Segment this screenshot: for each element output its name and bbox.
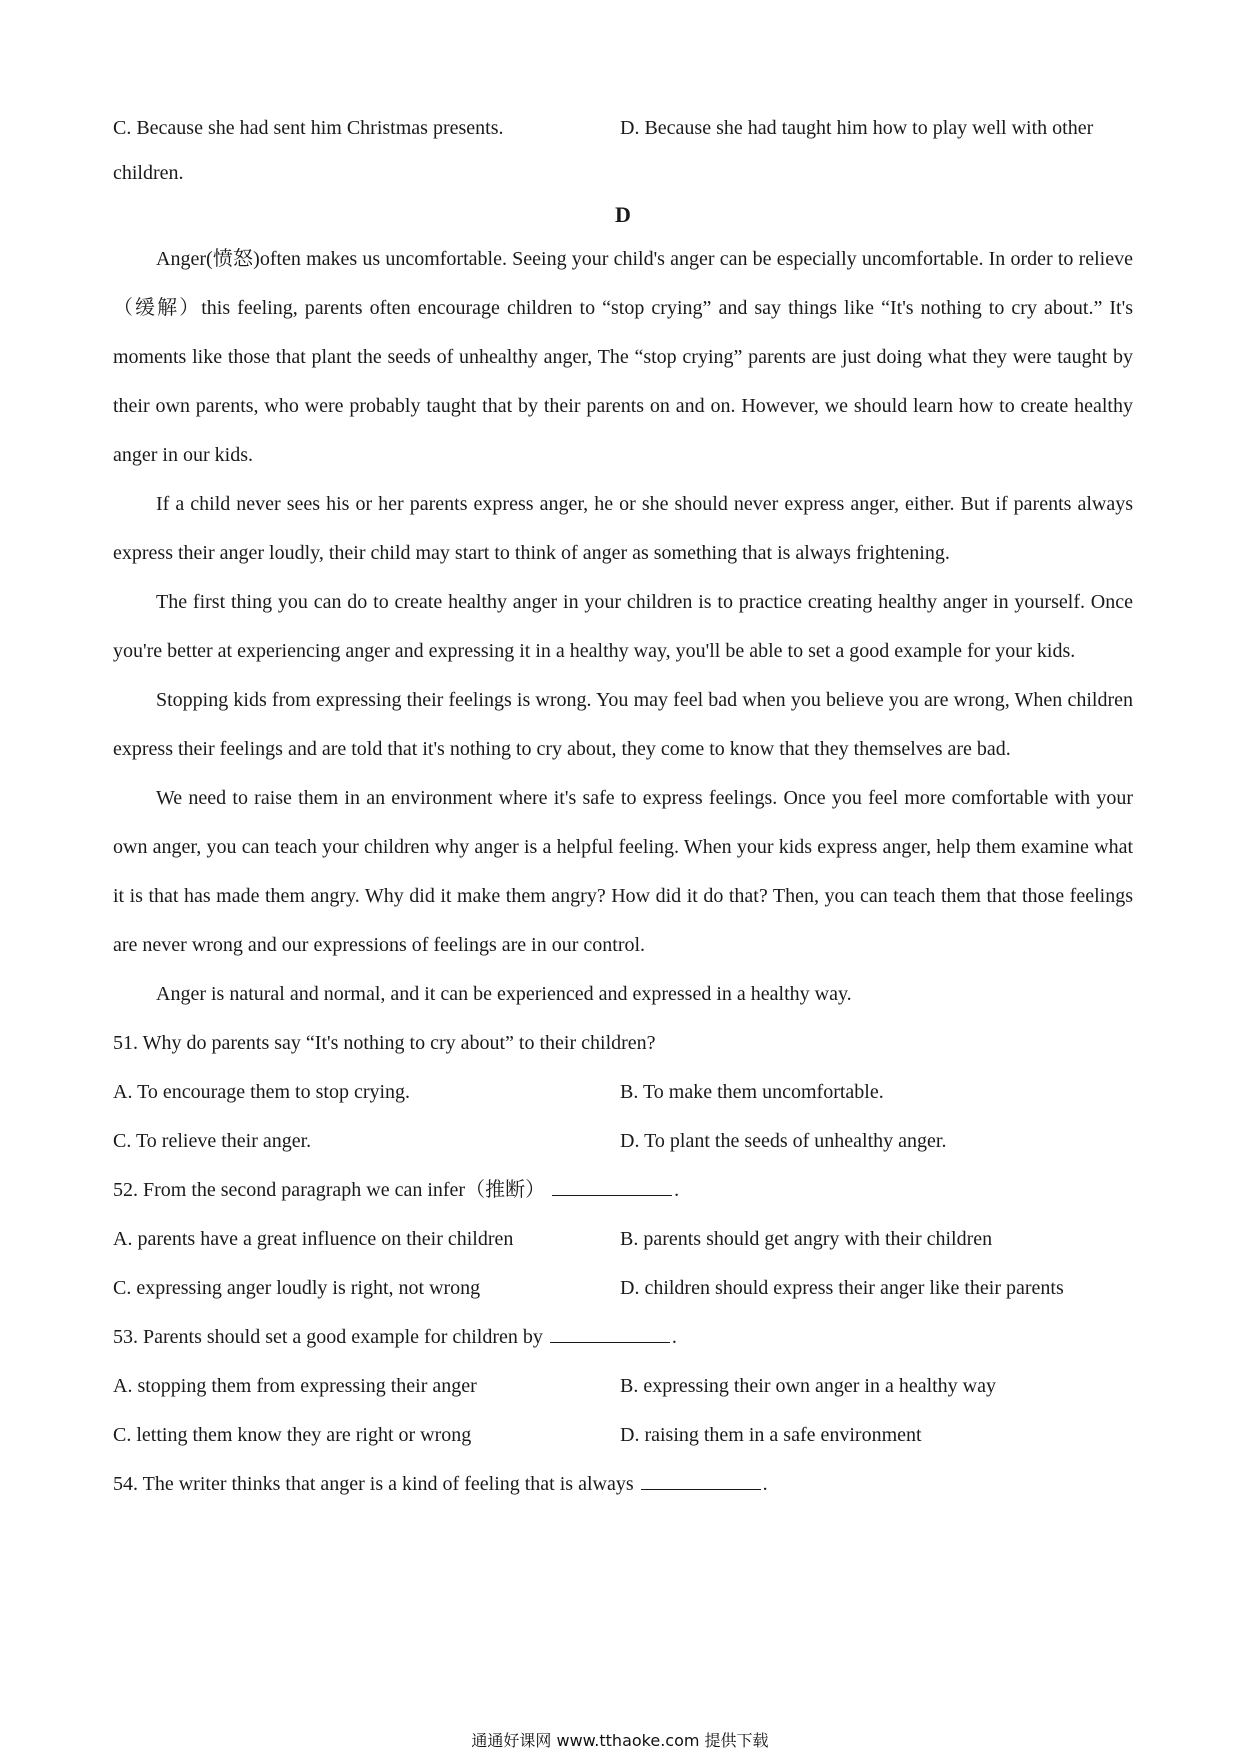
- option-a[interactable]: A. stopping them from expressing their anger: [113, 1375, 477, 1397]
- answer-blank[interactable]: [552, 1173, 672, 1196]
- question-stem-tail: .: [762, 1473, 768, 1495]
- paragraph-3: The first thing you can do to create healthy anger in your children is to practice creating healthy anger in yourself. Once you're better at experiencing anger and expressing it in a healthy way, you'll be able to set a good example for your kids.: [113, 591, 1133, 662]
- document-page: [113, 104, 1133, 1509]
- option-c[interactable]: C. To relieve their anger.: [113, 1130, 312, 1152]
- question-51-options-row-2: [113, 1117, 1133, 1166]
- option-b[interactable]: B. parents should get angry with their children: [620, 1228, 993, 1250]
- option-c: C. Because she had sent him Christmas presents.: [113, 117, 504, 139]
- question-51-options-row-1: [113, 1068, 1133, 1117]
- question-54-stem: [113, 1460, 1133, 1509]
- answer-blank[interactable]: [641, 1467, 761, 1490]
- option-d[interactable]: D. raising them in a safe environment: [620, 1424, 922, 1446]
- option-d-continuation: children.: [113, 162, 184, 184]
- option-c[interactable]: C. expressing anger loudly is right, not wrong: [113, 1277, 481, 1299]
- option-d[interactable]: D. To plant the seeds of unhealthy anger.: [620, 1130, 947, 1152]
- option-a[interactable]: A. To encourage them to stop crying.: [113, 1081, 411, 1103]
- question-stem-text: 54. The writer thinks that anger is a kind of feeling that is always: [113, 1473, 634, 1495]
- page-footer: 通通好课网 www.tthaoke.com 提供下载: [471, 1731, 769, 1750]
- question-51-stem: [113, 1019, 1133, 1068]
- option-a[interactable]: A. parents have a great influence on their children: [113, 1228, 514, 1250]
- question-52-stem: [113, 1166, 1133, 1215]
- question-53-options-row-1: [113, 1362, 1133, 1411]
- option-b[interactable]: B. To make them uncomfortable.: [620, 1081, 884, 1103]
- paragraph-4: Stopping kids from expressing their feelings is wrong. You may feel bad when you believe you are wrong, When children express their feelings and are told that it's nothing to cry about, they come to know that they themselves are bad.: [113, 689, 1133, 760]
- paragraph-2: If a child never sees his or her parents express anger, he or she should never express anger, either. But if parents always express their anger loudly, their child may start to think of anger as something that is always frightening.: [113, 493, 1133, 564]
- option-d[interactable]: D. children should express their anger like their parents: [620, 1277, 1064, 1299]
- question-53-options-row-2: [113, 1411, 1133, 1460]
- question-stem-text: 51. Why do parents say “It's nothing to cry about” to their children?: [113, 1032, 656, 1054]
- paragraph-5: We need to raise them in an environment where it's safe to express feelings. Once you feel more comfortable with your own anger, you can teach your children why anger is a helpful feeling. When your kids express anger, help them examine what it is that has made them angry. Why did it make them angry? How did it do that? Then, you can teach them that those feelings are never wrong and our expressions of feelings are in our control.: [113, 787, 1133, 956]
- paragraph-6: Anger is natural and normal, and it can be experienced and expressed in a healthy way.: [156, 983, 852, 1005]
- question-stem-tail: .: [671, 1326, 677, 1348]
- question-53-stem: [113, 1313, 1133, 1362]
- paragraph-1: Anger(愤怒)often makes us uncomfortable. Seeing your child's anger can be especially uncomfortable. In order to relieve（缓解）this feeling, parents often encourage children to “stop crying” and say things like “It's nothing to cry about.” It's moments like those that plant the seeds of unhealthy anger, The “stop crying” parents are just doing what they were taught by their own parents, who were probably taught that by their parents on and on. However, we should learn how to create healthy anger in our kids.: [113, 248, 1133, 466]
- question-stem-text: 53. Parents should set a good example for children by: [113, 1326, 543, 1348]
- option-b[interactable]: B. expressing their own anger in a healthy way: [620, 1375, 997, 1397]
- answer-blank[interactable]: [550, 1320, 670, 1343]
- option-row: [113, 104, 1133, 153]
- option-d: D. Because she had taught him how to play well with other: [620, 117, 1094, 139]
- question-52-options-row-1: [113, 1215, 1133, 1264]
- question-stem-tail: .: [674, 1179, 680, 1201]
- option-c[interactable]: C. letting them know they are right or wrong: [113, 1424, 472, 1446]
- question-52-options-row-2: [113, 1264, 1133, 1313]
- question-stem-text: 52. From the second paragraph we can infer（推断）: [113, 1179, 546, 1201]
- section-title: D: [615, 202, 631, 227]
